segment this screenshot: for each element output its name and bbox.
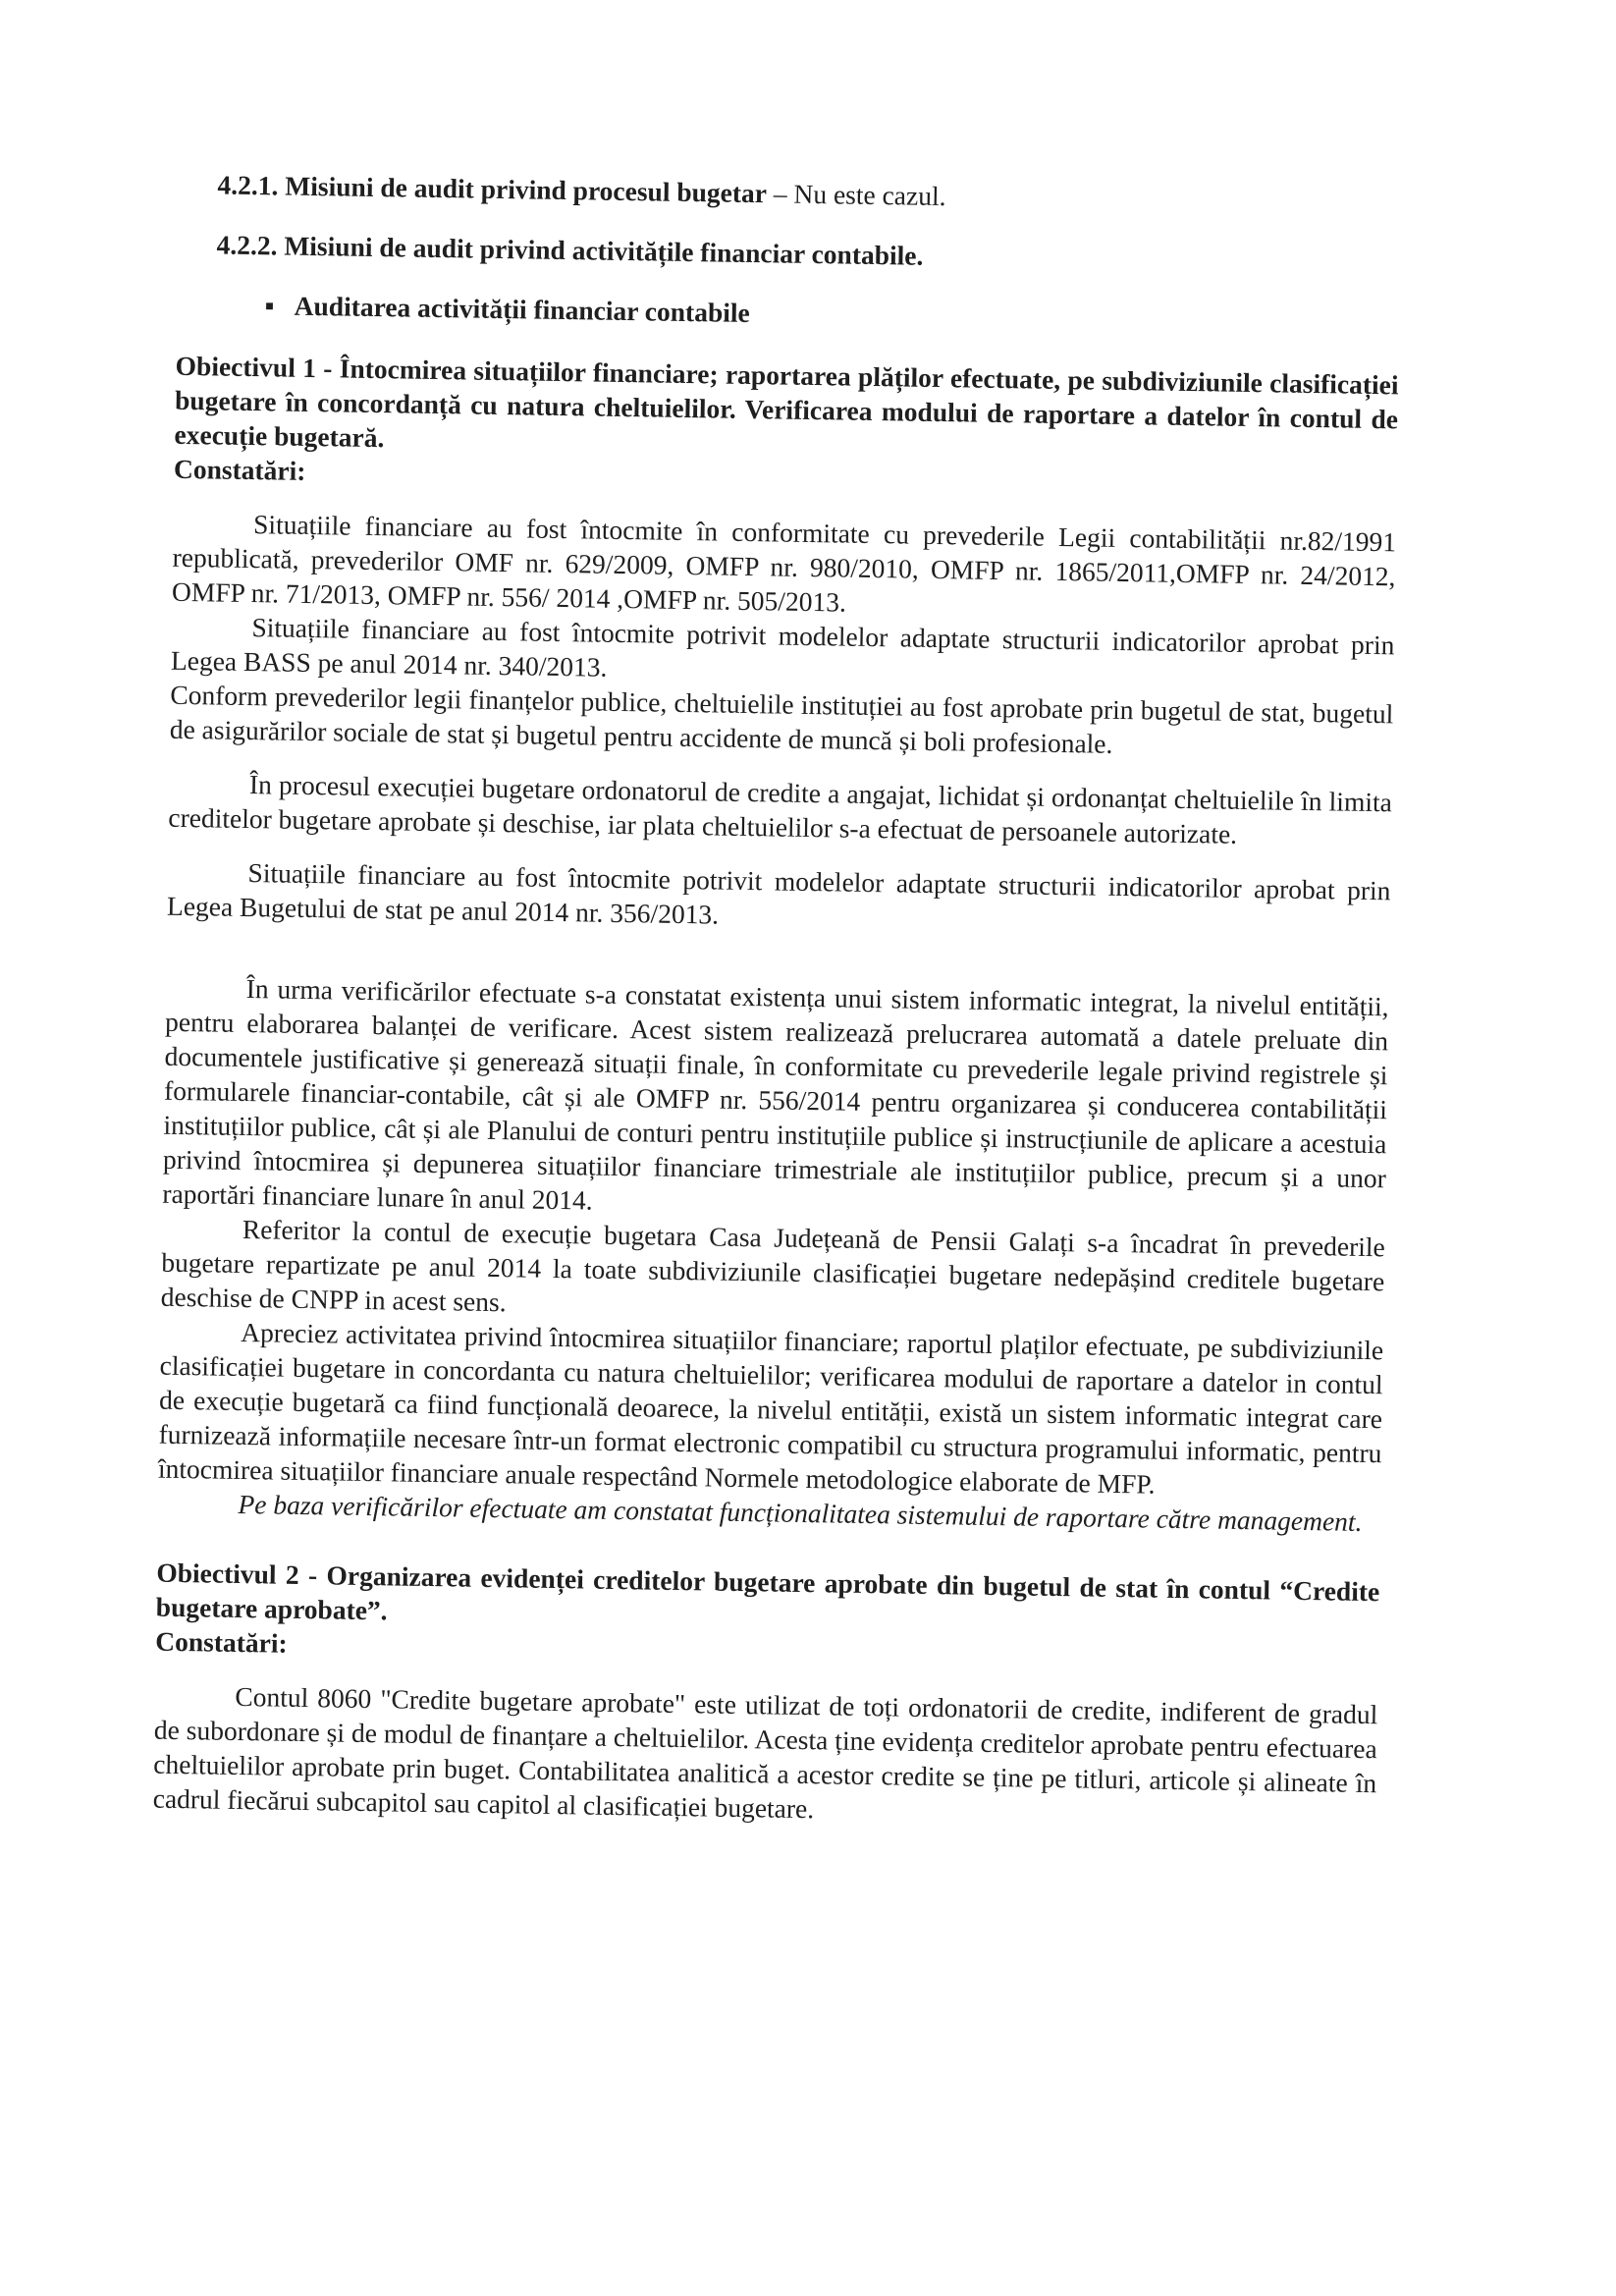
objective-1-title: Obiectivul 1 - Întocmirea situațiilor financiare; raportarea plăților efectuate, pe subdiviziunile clasificației bugetare în concordanță cu natura cheltuielilor. Verificarea modului de raportare a datelor în contul de execuție bugetară. [174,350,1399,454]
objective-1-findings-label: Constatări: [173,453,306,486]
objective-1-paragraph: Referitor la contul de execuție bugetara Casa Județeană de Pensii Galați s-a încadrat în prevederile bugetare repartizate pe anul 2014 la toate subdiviziunile clasificației bugetare nedepășind creditele bugetare deschise de CNPP in acest sens. [160,1213,1385,1318]
objective-2-findings-label: Constatări: [155,1625,288,1659]
objective-1-paragraph: Situațiile financiare au fost întocmite potrivit modelelor adaptate structurii indicatorilor aprobat prin Legea Bugetului de stat pe anul 2014 nr. 356/2013. [166,857,1391,930]
section-4-2-2-heading: 4.2.2. Misiuni de audit privind activitățile financiar contabile. [216,229,924,271]
bullet-marker: ▪ [264,290,275,321]
section-4-2-1-note: – Nu este cazul. [766,178,946,212]
section-4-2-1-heading [217,167,1401,220]
objective-1-paragraph: În procesul execuției bugetare ordonatorul de credite a angajat, lichidat și ordonanțat cheltuielile în limita creditelor bugetare aprobate și deschise, iar plata cheltuielilor s-a efectuat de persoanele autorizate. [168,769,1393,849]
objective-1-paragraph: Conform prevederilor legii finanțelor publice, cheltuielile instituției au fost aprobate prin bugetul de stat, bugetul de asigurărilor sociale de stat și bugetul pentru accidente de muncă și boli profesionale. [169,679,1394,759]
objective-1-paragraph: Apreciez activitatea privind întocmirea situațiilor financiare; raportul plaților efectuate, pe subdiviziunile clasificației bugetare in concordanta cu natura cheltuielilor; verificarea modului de raportare a datelor in contul de execuție bugetară ca fiind funcțională deoarece, la nivelul entității, există un sistem informatic integrat care furnizează informațiile necesare într-un format electronic compatibil cu structura programului informatic, pentru întocmirea situațiilor financiare anuale respectând Normele metodologice elaborate de MFP. [157,1316,1384,1500]
objective-2-title: Obiectivul 2 - Organizarea evidenței creditelor bugetare aprobate din bugetul de stat în contul “Credite bugetare aprobate”. [155,1557,1380,1626]
objective-1-conclusion: Pe baza verificărilor efectuate am constatat funcționalitatea sistemului de raportare către management. [238,1488,1363,1537]
bullet-text: Auditarea activității financiar contabile [294,290,751,328]
section-4-2-1-title: 4.2.1. Misiuni de audit privind procesul bugetar [217,169,768,209]
objective-1-paragraph: În urma verificărilor efectuate s-a constatat existența unui sistem informatic integrat, la nivelul entității, pentru elaborarea balanței de verificare. Acest sistem realizează prelucrarea automată a datele preluate din documentele justificative și generează situații finale, în conformitate cu prevederile legale privind registrele și formularele financiar-contabile, cât și ale OMFP nr. 556/2014 pentru organizarea și conducerea contabilității instituțiilor publice, cât și ale Planului de conturi pentru instituțiile publice și instrucțiunile de aplicare a acestuia privind întocmirea și depunerea situațiilor financiare trimestriale ale instituțiilor publice, precum și a unor raportări financiare lunare în anul 2014. [162,973,1389,1216]
objective-1-paragraph: Situațiile financiare au fost întocmite potrivit modelelor adaptate structurii indicatorilor aprobat prin Legea BASS pe anul 2014 nr. 340/2013. [170,612,1395,683]
bullet-item [264,288,1399,340]
objective-2-paragraph: Contul 8060 "Credite bugetare aprobate" este utilizat de toți ordonatorii de credite, indiferent de gradul de subordonare și de modul de finanțare a cheltuielilor. Acesta ține evidența creditelor aprobate pentru efectuarea cheltuielilor aprobate prin buget. Contabilitatea analitică a acestor credite se ține pe titluri, articole și alineate în cadrul fiecărui subcapitol sau capitol al clasificației bugetare. [152,1680,1378,1825]
objective-1-paragraph: Situațiile financiare au fost întocmite în conformitate cu prevederile Legii contabilității nr.82/1991 republicată, prevederilor OMF nr. 629/2009, OMFP nr. 980/2010, OMFP nr. 1865/2011,OMFP nr. 24/2012, OMFP nr. 71/2013, OMFP nr. 556/ 2014 ,OMFP nr. 505/2013. [171,509,1397,618]
